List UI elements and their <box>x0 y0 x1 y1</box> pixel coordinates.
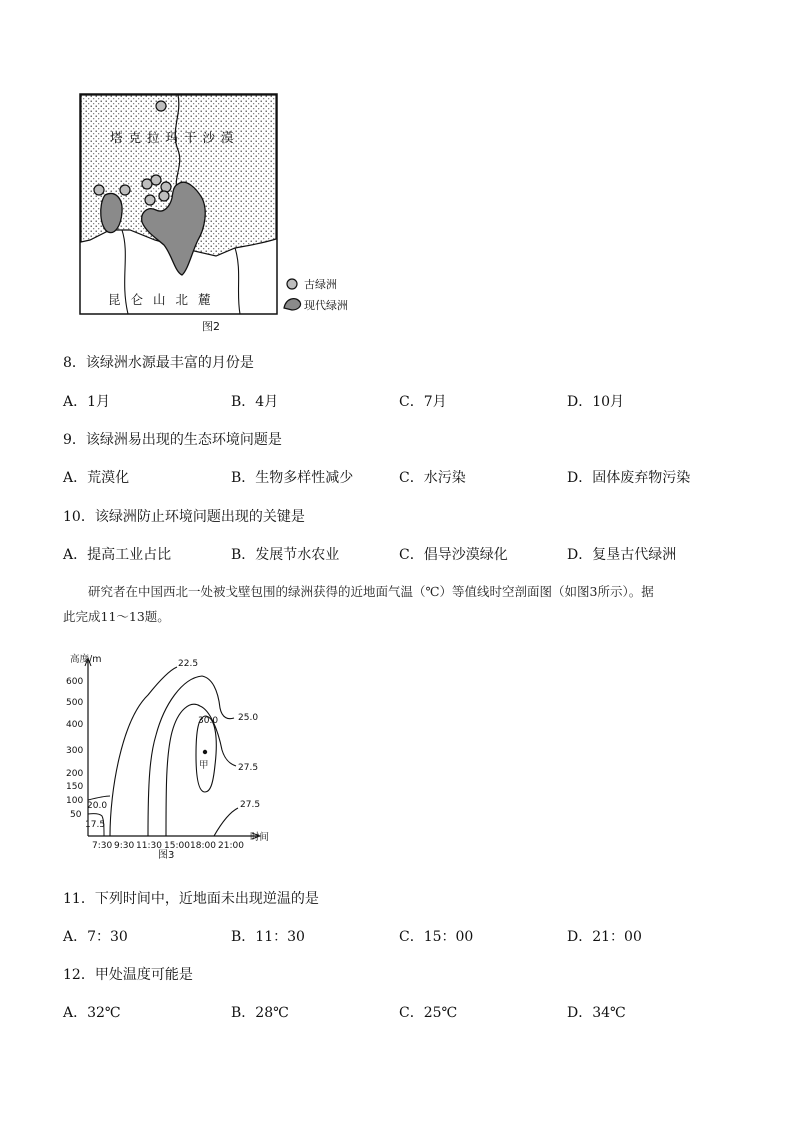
question-8-option-a[interactable]: A．1月 <box>63 394 111 410</box>
question-11-option-a[interactable]: A．7：30 <box>63 929 128 945</box>
question-10-option-b[interactable]: B．发展节水农业 <box>231 547 340 563</box>
question-10-option-c[interactable]: C．倡导沙漠绿化 <box>399 547 508 563</box>
isotherm-label: 20.0 <box>87 801 108 811</box>
isotherm-label: 27.5 <box>238 763 259 773</box>
question-8-option-b[interactable]: B．4月 <box>231 394 279 410</box>
y-tick-label: 400 <box>66 720 84 730</box>
isotherm-label: 22.5 <box>178 659 199 669</box>
x-tick-label: 21:00 <box>218 841 244 851</box>
figure3-caption: 图3 <box>158 850 175 861</box>
figure2-map <box>60 80 370 340</box>
question-10-stem: 10．该绿洲防止环境问题出现的关键是 <box>63 509 305 525</box>
question-8-stem: 8．该绿洲水源最丰富的月份是 <box>63 355 254 371</box>
y-tick-label: 50 <box>70 810 82 820</box>
question-12-option-d[interactable]: D．34℃ <box>567 1005 626 1021</box>
question-11-option-c[interactable]: C．15：00 <box>399 929 474 945</box>
modern-oasis <box>101 194 122 233</box>
desert-label: 塔克拉玛干沙漠 <box>110 130 240 145</box>
y-tick-label: 300 <box>66 746 84 756</box>
y-tick-label: 500 <box>66 698 84 708</box>
isotherm-label: 27.5 <box>240 800 261 810</box>
isotherm-label: 25.0 <box>238 713 259 723</box>
ancient-oasis-dot <box>145 195 155 205</box>
question-11-option-d[interactable]: D．21：00 <box>567 929 642 945</box>
question-9-option-b[interactable]: B．生物多样性减少 <box>231 470 354 486</box>
question-9-option-d[interactable]: D．固体废弃物污染 <box>567 470 691 486</box>
question-10-option-a[interactable]: A．提高工业占比 <box>63 547 172 563</box>
isotherm-line <box>88 796 110 800</box>
intro-line-2: 此完成11～13题。 <box>63 609 170 624</box>
question-11-option-b[interactable]: B．11：30 <box>231 929 305 945</box>
ancient-oasis-dot <box>156 101 166 111</box>
ancient-oasis-dot <box>151 175 161 185</box>
y-tick-label: 600 <box>66 677 84 687</box>
question-9-option-a[interactable]: A．荒漠化 <box>63 470 130 486</box>
ancient-oasis-dot <box>159 191 169 201</box>
isotherm-line <box>110 667 177 836</box>
question-10-option-d[interactable]: D．复垦古代绿洲 <box>567 547 677 563</box>
x-tick-label: 9:30 <box>114 841 135 851</box>
question-12-option-b[interactable]: B．28℃ <box>231 1005 289 1021</box>
point-jia-marker <box>203 750 207 754</box>
legend-modern-icon <box>284 299 301 310</box>
isotherm-label: 17.5 <box>85 820 106 830</box>
x-tick-label: 18:00 <box>190 841 216 851</box>
question-8-option-d[interactable]: D．10月 <box>567 394 625 410</box>
y-axis-label: 高度/m <box>70 654 102 665</box>
question-11-stem: 11．下列时间中，近地面未出现逆温的是 <box>63 891 319 907</box>
legend-ancient-icon <box>287 279 297 289</box>
question-9-option-c[interactable]: C．水污染 <box>399 470 466 486</box>
question-8-option-c[interactable]: C．7月 <box>399 394 447 410</box>
question-12-option-a[interactable]: A．32℃ <box>63 1005 121 1021</box>
isotherm-line <box>148 676 234 836</box>
question-12-option-c[interactable]: C．25℃ <box>399 1005 458 1021</box>
figure2-caption: 图2 <box>202 320 220 333</box>
legend-ancient-label: 古绿洲 <box>304 278 337 291</box>
y-tick-label: 200 <box>66 769 84 779</box>
question-9-stem: 9．该绿洲易出现的生态环境问题是 <box>63 432 282 448</box>
x-tick-label: 11:30 <box>136 841 162 851</box>
isotherm-line <box>214 808 238 836</box>
isotherm-label: 30.0 <box>198 716 219 726</box>
ancient-oasis-dot <box>161 182 171 192</box>
isotherm-line <box>196 716 219 792</box>
ancient-oasis-dot <box>94 185 104 195</box>
x-tick-label: 15:00 <box>164 841 190 851</box>
x-tick-label: 7:30 <box>92 841 113 851</box>
y-tick-label: 150 <box>66 782 84 792</box>
figure3-isotherm-chart <box>60 650 300 865</box>
y-tick-label: 100 <box>66 796 84 806</box>
ancient-oasis-dot <box>120 185 130 195</box>
legend-modern-label: 现代绿洲 <box>304 299 348 312</box>
point-jia-label: 甲 <box>199 760 209 771</box>
mountain-label: 昆仑山北麓 <box>108 292 221 307</box>
question-12-stem: 12．甲处温度可能是 <box>63 967 193 983</box>
x-axis-label: 时间 <box>250 832 270 843</box>
intro-line-1: 研究者在中国西北一处被戈壁包围的绿洲获得的近地面气温（℃）等值线时空剖面图（如图3所示）。据 <box>88 584 654 599</box>
